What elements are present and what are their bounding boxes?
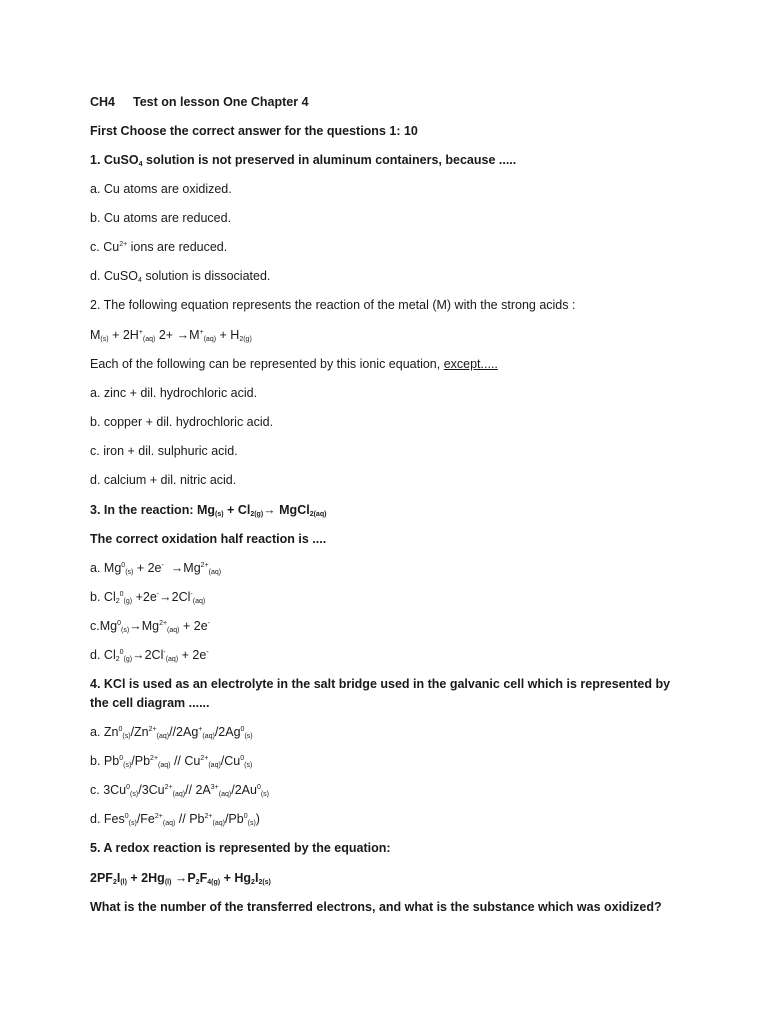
instructions: First Choose the correct answer for the questions 1: 10 bbox=[90, 124, 418, 138]
q2-option-d: d. calcium + dil. nitric acid. bbox=[90, 473, 237, 487]
q4-option-d: d. $Fes^0_{(s)}/Fe^{2+}_{(aq)} // Pb^{2+}_{(aq)}/Pb^0_{(s)}$) bbox=[90, 812, 260, 827]
q3-option-b: b. $Cl_2^0_{(g)} +2e^-\to 2Cl^-_{(aq)}$ bbox=[90, 590, 206, 605]
test-header bbox=[90, 93, 309, 111]
q3-sub-stem: The correct oxidation half reaction is .... bbox=[90, 532, 327, 546]
q1-option-a: a. Cu atoms are oxidized. bbox=[90, 182, 232, 196]
question-5: 5. A redox reaction is represented by the equation: bbox=[90, 841, 391, 855]
q2-option-a: a. zinc + dil. hydrochloric acid. bbox=[90, 386, 258, 400]
q2-option-c: c. iron + dil. sulphuric acid. bbox=[90, 444, 238, 458]
q1-option-b: b. Cu atoms are reduced. bbox=[90, 211, 232, 225]
q2-except-line: Each of the following can be represented by this ionic equation, except..... bbox=[90, 357, 498, 371]
q4-option-c: c. $3Cu^0_{(s)}/3Cu^{2+}_{(aq)}//$ $2A^{3+}_{(aq)}/2Au^0_{(s)}$ bbox=[90, 783, 270, 798]
q5-question: What is the number of the transferred electrons, and what is the substance which was oxidized? bbox=[90, 900, 662, 914]
question-2: 2. The following equation represents the reaction of the metal (M) with the strong acids : bbox=[90, 298, 576, 312]
question-4: 4. KCl is used as an electrolyte in the salt bridge used in the galvanic cell which is represented by the cell diagram ...... bbox=[90, 677, 671, 710]
q2-equation: $M_{(s)} + 2H^+_{(aq)}$ $2+ \to M^+_{(aq)} + H_{2(g)}$ bbox=[90, 328, 252, 343]
q4-option-b: b. $Pb^0_{(s)}/Pb^{2+}_{(aq)} // Cu^{2+}_{(aq)}/Cu^0_{(s)}$ bbox=[90, 754, 253, 769]
test-title: Test on lesson One Chapter 4 bbox=[133, 95, 309, 109]
q3-option-a: a. $Mg^0_{(s)} + 2e^- \to Mg^{2+}_{(aq)}$ bbox=[90, 561, 222, 576]
chapter-code: CH4 bbox=[90, 95, 116, 109]
q4-option-a: a. $Zn^0_{(s)}/Zn^{2+}_{(aq)}//2Ag^+_{(aq)}/2Ag^0_{(s)}$ bbox=[90, 725, 253, 740]
question-1: 1. CuSO$_4$ solution is not preserved in aluminum containers, because ..... bbox=[90, 153, 517, 168]
except-word: except..... bbox=[443, 357, 498, 371]
q3-option-c: $c.Mg^0_{(s)}\to Mg^{2+}_{(aq)} + 2e^-$ bbox=[90, 619, 210, 634]
q1-option-d: d. CuSO$_4$ solution is dissociated. bbox=[90, 269, 271, 284]
q2-option-b: b. copper + dil. hydrochloric acid. bbox=[90, 415, 274, 429]
q5-equation: $2PF_2I_{(l)} + 2Hg_{(l)} \to P_2F_{4(g)} + Hg_2I_{2(s)}$ bbox=[90, 871, 271, 886]
question-3: 3. In the reaction: $Mg_{(s)} + Cl_{2(g)}\to$ MgCl$_{2(aq)}$ bbox=[90, 503, 327, 518]
q1-option-c: c. $Cu^{2+}$ ions are reduced. bbox=[90, 240, 228, 254]
q3-option-d: d. $Cl_2^0_{(g)}\to 2Cl^-_{(aq)} + 2e^-$ bbox=[90, 648, 209, 663]
